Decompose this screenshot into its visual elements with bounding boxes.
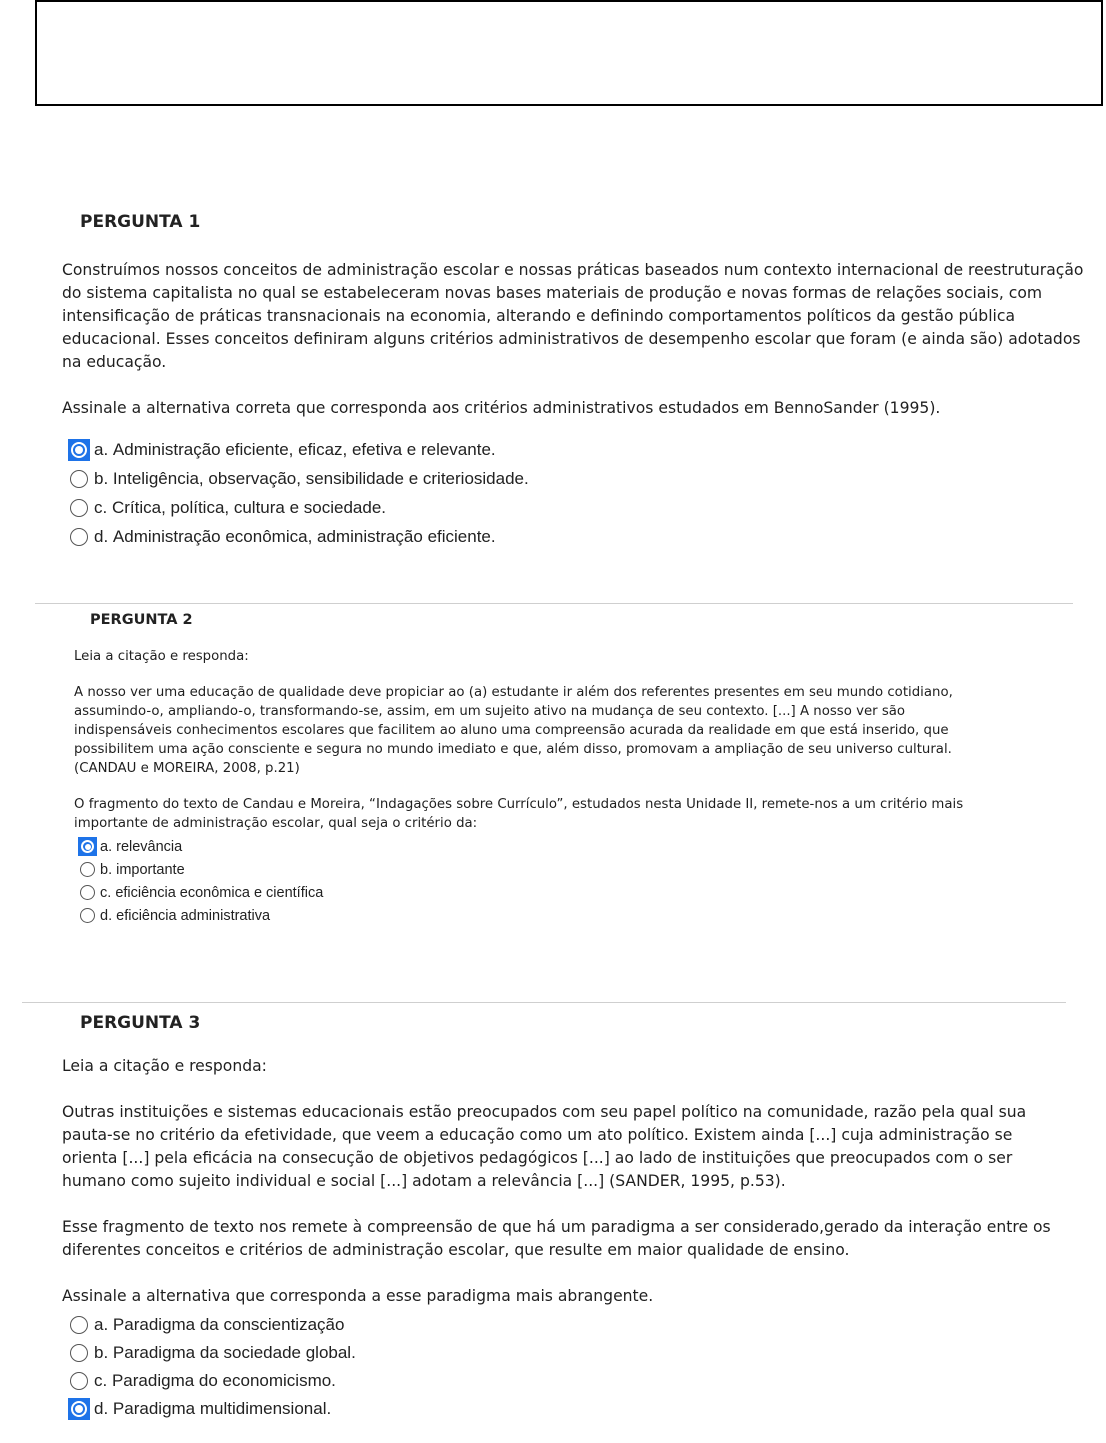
option-c[interactable] <box>80 881 1004 904</box>
radio-icon[interactable] <box>70 1344 88 1362</box>
option-b[interactable] <box>80 858 1004 881</box>
option-b[interactable] <box>70 1339 1072 1367</box>
question-context: Esse fragmento de texto nos remete à compreensão de que há um paradigma a ser considerado,gerado da interação entre os diferentes conceitos e critérios de administração escolar, que resulte em maior qualidade de ensino. <box>62 1218 1051 1259</box>
option-text: Crítica, política, cultura e sociedade. <box>111 498 386 518</box>
option-a[interactable] <box>80 835 1004 858</box>
option-a[interactable] <box>70 436 1098 465</box>
option-letter: d. <box>94 527 109 547</box>
question-text: Construímos nossos conceitos de administração escolar e nossas práticas baseados num contexto internacional de reestruturação do sistema capitalista no qual se estabeleceram novas bases materiais de produção e novas formas de relações sociais, com intensificação de práticas transnacionais na economia, alterando e definindo comportamentos políticos da gestão pública educacional. Esses conceitos definiram alguns critérios administrativos de desempenho escolar que foram (e ainda são) adotados na educação. <box>62 261 1084 371</box>
radio-selected-icon[interactable] <box>68 439 90 461</box>
option-text: importante <box>116 861 185 878</box>
option-letter: d. <box>94 1399 109 1418</box>
option-d[interactable] <box>70 1395 1072 1423</box>
option-c[interactable] <box>70 1367 1072 1395</box>
option-letter: b. <box>94 469 109 489</box>
option-letter: a. <box>94 440 109 460</box>
option-text: Administração econômica, administração eficiente. <box>112 527 496 547</box>
radio-icon[interactable] <box>80 885 95 900</box>
radio-selected-icon[interactable] <box>68 1398 90 1420</box>
answer-options <box>70 1311 1072 1423</box>
option-text: Paradigma da sociedade global. <box>112 1343 356 1362</box>
question-heading: PERGUNTA 2 <box>90 612 193 628</box>
option-text: eficiência administrativa <box>116 907 271 924</box>
question-instruction: Leia a citação e responda: <box>62 1057 267 1075</box>
radio-icon[interactable] <box>70 1316 88 1334</box>
option-text: Administração eficiente, eficaz, efetiva e relevante. <box>112 440 496 460</box>
option-letter: b. <box>94 1343 109 1362</box>
section-divider <box>35 603 1073 604</box>
question-heading: PERGUNTA 1 <box>80 212 201 232</box>
option-text: Paradigma da conscientização <box>112 1315 345 1334</box>
question-prompt: O fragmento do texto de Candau e Moreira, “Indagações sobre Currículo”, estudados nesta Unidade II, remete-nos a um critério mais importante de administração escolar, qual seja o critério da: <box>74 797 964 831</box>
answer-options <box>80 835 1004 927</box>
option-text: relevância <box>116 838 183 855</box>
option-letter: d. <box>100 907 113 924</box>
question-quote: A nosso ver uma educação de qualidade deve propiciar ao (a) estudante ir além dos referentes presentes em seu mundo cotidiano, assumindo-o, ampliando-o, transformando-se, assim, em um sujeito ativo na mudança de seu contexto. [...] A nosso ver são indispensáveis conhecimentos escolares que facilitem ao aluno uma compreensão acurada da realidade em que está inserido, que possibilitem uma ação consciente e segura no mundo imediato e que, além disso, promovam a ampliação de seu universo cultural. (CANDAU e MOREIRA, 2008, p.21) <box>74 685 953 776</box>
option-d[interactable] <box>70 523 1098 552</box>
radio-icon[interactable] <box>80 862 95 877</box>
option-letter: c. <box>94 1371 108 1390</box>
option-text: Inteligência, observação, sensibilidade e criteriosidade. <box>112 469 529 489</box>
radio-icon[interactable] <box>70 528 88 546</box>
option-a[interactable] <box>70 1311 1072 1339</box>
section-divider <box>22 1002 1066 1003</box>
question-2 <box>74 612 1004 927</box>
radio-icon[interactable] <box>70 499 88 517</box>
question-1 <box>62 212 1098 552</box>
option-letter: a. <box>100 838 113 855</box>
top-blank-box <box>35 0 1103 106</box>
question-prompt: Assinale a alternativa que corresponda a esse paradigma mais abrangente. <box>62 1287 654 1305</box>
radio-icon[interactable] <box>80 908 95 923</box>
option-letter: c. <box>100 884 112 901</box>
radio-selected-icon[interactable] <box>78 837 97 856</box>
option-text: Paradigma do economicismo. <box>111 1371 336 1390</box>
option-letter: c. <box>94 498 108 518</box>
radio-icon[interactable] <box>70 470 88 488</box>
option-c[interactable] <box>70 494 1098 523</box>
answer-options <box>70 436 1098 552</box>
option-text: Paradigma multidimensional. <box>112 1399 332 1418</box>
question-prompt: Assinale a alternativa correta que corresponda aos critérios administrativos estudados em BennoSander (1995). <box>62 399 941 417</box>
radio-icon[interactable] <box>70 1372 88 1390</box>
option-b[interactable] <box>70 465 1098 494</box>
option-letter: a. <box>94 1315 109 1334</box>
option-letter: b. <box>100 861 113 878</box>
question-heading: PERGUNTA 3 <box>80 1013 201 1033</box>
option-text: eficiência econômica e científica <box>115 884 324 901</box>
question-3 <box>62 1013 1072 1423</box>
question-instruction: Leia a citação e responda: <box>74 649 249 664</box>
question-quote: Outras instituições e sistemas educacionais estão preocupados com seu papel político na comunidade, razão pela qual sua pauta-se no critério da efetividade, que veem a educação como um ato político. Existem ainda [...] cuja administração se orienta [...] pela eficácia na consecução de objetivos pedagógicos [...] ao lado de instituições que preocupados com o ser humano como sujeito individual e social [...] adotam a relevância [...] (SANDER, 1995, p.53). <box>62 1103 1027 1190</box>
option-d[interactable] <box>80 904 1004 927</box>
